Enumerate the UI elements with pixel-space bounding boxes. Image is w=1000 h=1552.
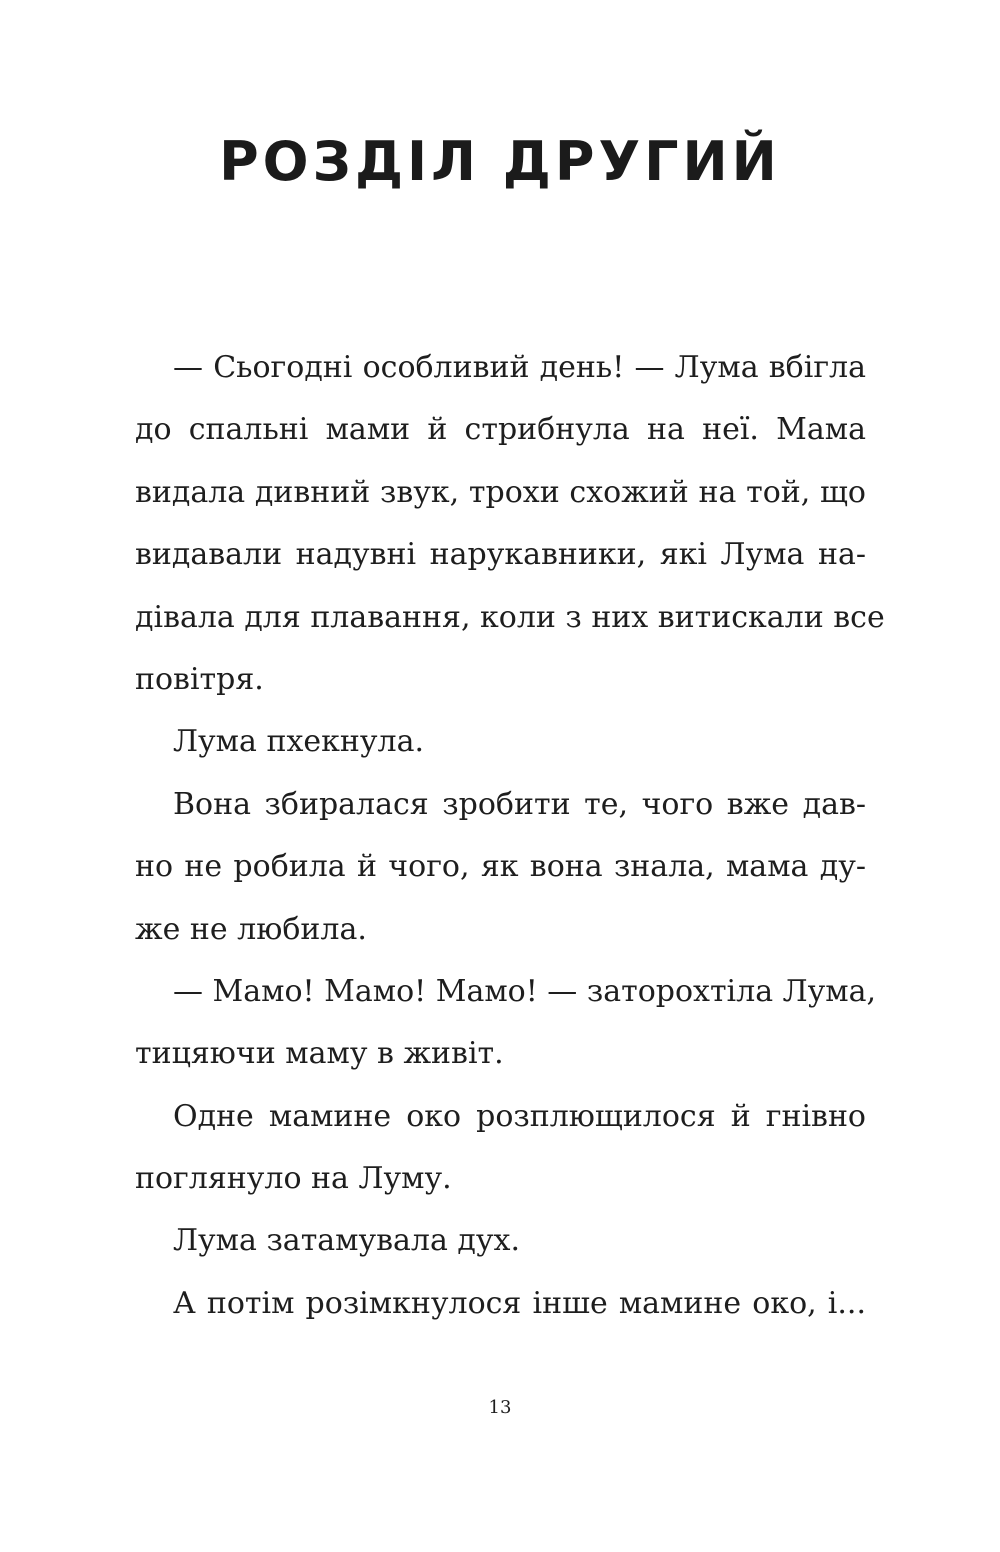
text-line: Лума пхекнула. bbox=[173, 724, 424, 760]
text-line: поглянуло на Луму. bbox=[135, 1161, 452, 1197]
text-line: повітря. bbox=[135, 661, 264, 697]
text-line: — Сьогодні особливий день! — Лума вбігла bbox=[173, 350, 866, 385]
text-line: — Мамо! Мамо! Мамо! — заторохтіла Лума, bbox=[173, 973, 877, 1009]
text-line: же не любила. bbox=[135, 911, 367, 947]
text-line: Лума затамувала дух. bbox=[173, 1223, 520, 1259]
text-line: тицяючи маму в живіт. bbox=[135, 1036, 504, 1072]
text-line: Одне мамине око розплющилося й гнівно bbox=[173, 1098, 866, 1134]
page-number: 13 bbox=[488, 1397, 512, 1418]
text-line: дівала для плавання, коли з них витискали все bbox=[135, 599, 885, 635]
text-line: до спальні мами й стрибнула на неї. Мама bbox=[135, 412, 866, 448]
text-line: но не робила й чого, як вона знала, мама ду- bbox=[135, 849, 866, 885]
text-line: Вона збиралася зробити те, чого вже дав- bbox=[173, 786, 866, 822]
chapter-title: РОЗДІЛ ДРУГИЙ bbox=[219, 130, 781, 193]
text-line: А потім розімкнулося інше мамине око, і... bbox=[173, 1285, 866, 1321]
text-line: видала дивний звук, трохи схожий на той, що bbox=[135, 474, 866, 510]
body-text bbox=[135, 337, 885, 1335]
text-line: видавали надувні нарукавники, які Лума на- bbox=[135, 537, 866, 573]
